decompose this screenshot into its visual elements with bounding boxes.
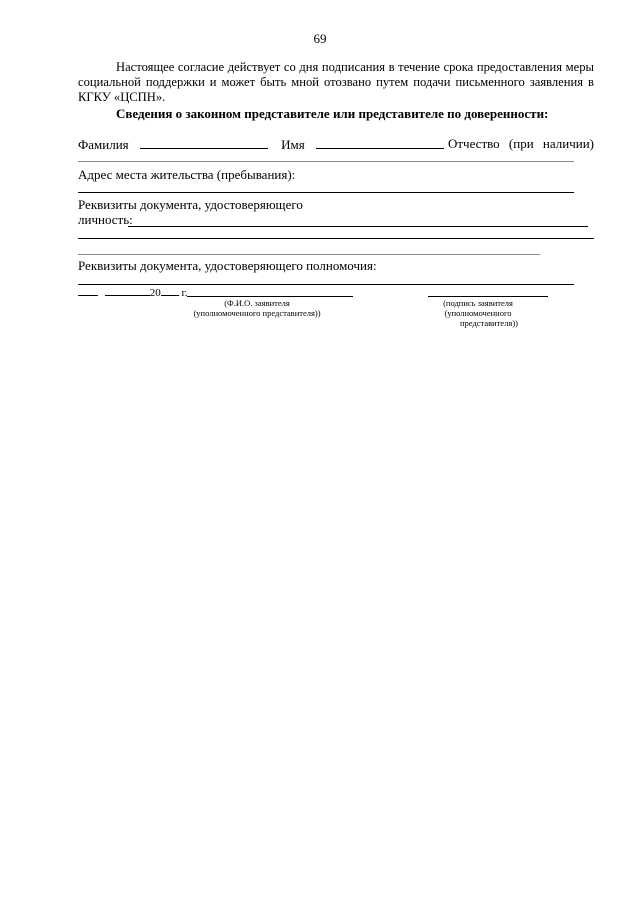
- name-row: [78, 136, 594, 153]
- fio-signature-line[interactable]: [187, 296, 353, 297]
- authority-doc-row: [78, 258, 594, 274]
- consent-paragraph: Настоящее согласие действует со дня подписания в течение срока предоставления меры социальной поддержки и может быть мной отозвано путем подачи письменного заявления в КГКУ «ЦСПН».: [78, 60, 594, 104]
- separator-line-2: [78, 254, 540, 255]
- month-field[interactable]: [105, 285, 150, 296]
- identity-doc-label-2: личность:: [78, 212, 133, 227]
- separator-line: [78, 161, 574, 162]
- sign-caption: [428, 298, 528, 328]
- section-heading: Сведения о законном представителе или представителе по доверенности:: [116, 106, 549, 121]
- authority-doc-label: Реквизиты документа, удостоверяющего полномочия:: [78, 258, 377, 273]
- date-line: [78, 285, 188, 299]
- year-field[interactable]: [161, 285, 179, 296]
- identity-doc-row-1: [78, 197, 594, 213]
- identity-doc-field-2[interactable]: [78, 238, 594, 239]
- surname-label: Фамилия: [78, 137, 129, 152]
- year-prefix: 20: [149, 287, 161, 299]
- address-label: Адрес места жительства (пребывания):: [78, 167, 296, 182]
- address-field[interactable]: [78, 192, 574, 193]
- name-field[interactable]: [316, 136, 444, 149]
- day-field[interactable]: [78, 285, 98, 296]
- name-label: Имя: [281, 137, 305, 152]
- patronymic-label: Отчество (при наличии): [447, 136, 594, 151]
- sign-caption-line-2: (уполномоченного: [444, 308, 512, 318]
- identity-doc-label-1: Реквизиты документа, удостоверяющего: [78, 197, 303, 212]
- fio-caption: [187, 298, 327, 318]
- address-row: [78, 167, 594, 183]
- sign-signature-line[interactable]: [428, 296, 548, 297]
- identity-doc-field[interactable]: [128, 226, 588, 227]
- page-number: 69: [313, 31, 327, 46]
- fio-caption-line-1: (Ф.И.О. заявителя: [224, 298, 290, 308]
- surname-field[interactable]: [140, 136, 268, 149]
- sign-caption-line-1: (подпись заявителя: [443, 298, 513, 308]
- sign-caption-line-3: представителя)): [459, 318, 518, 328]
- fio-caption-line-2: (уполномоченного представителя)): [193, 308, 321, 318]
- year-suffix: г.: [181, 287, 188, 299]
